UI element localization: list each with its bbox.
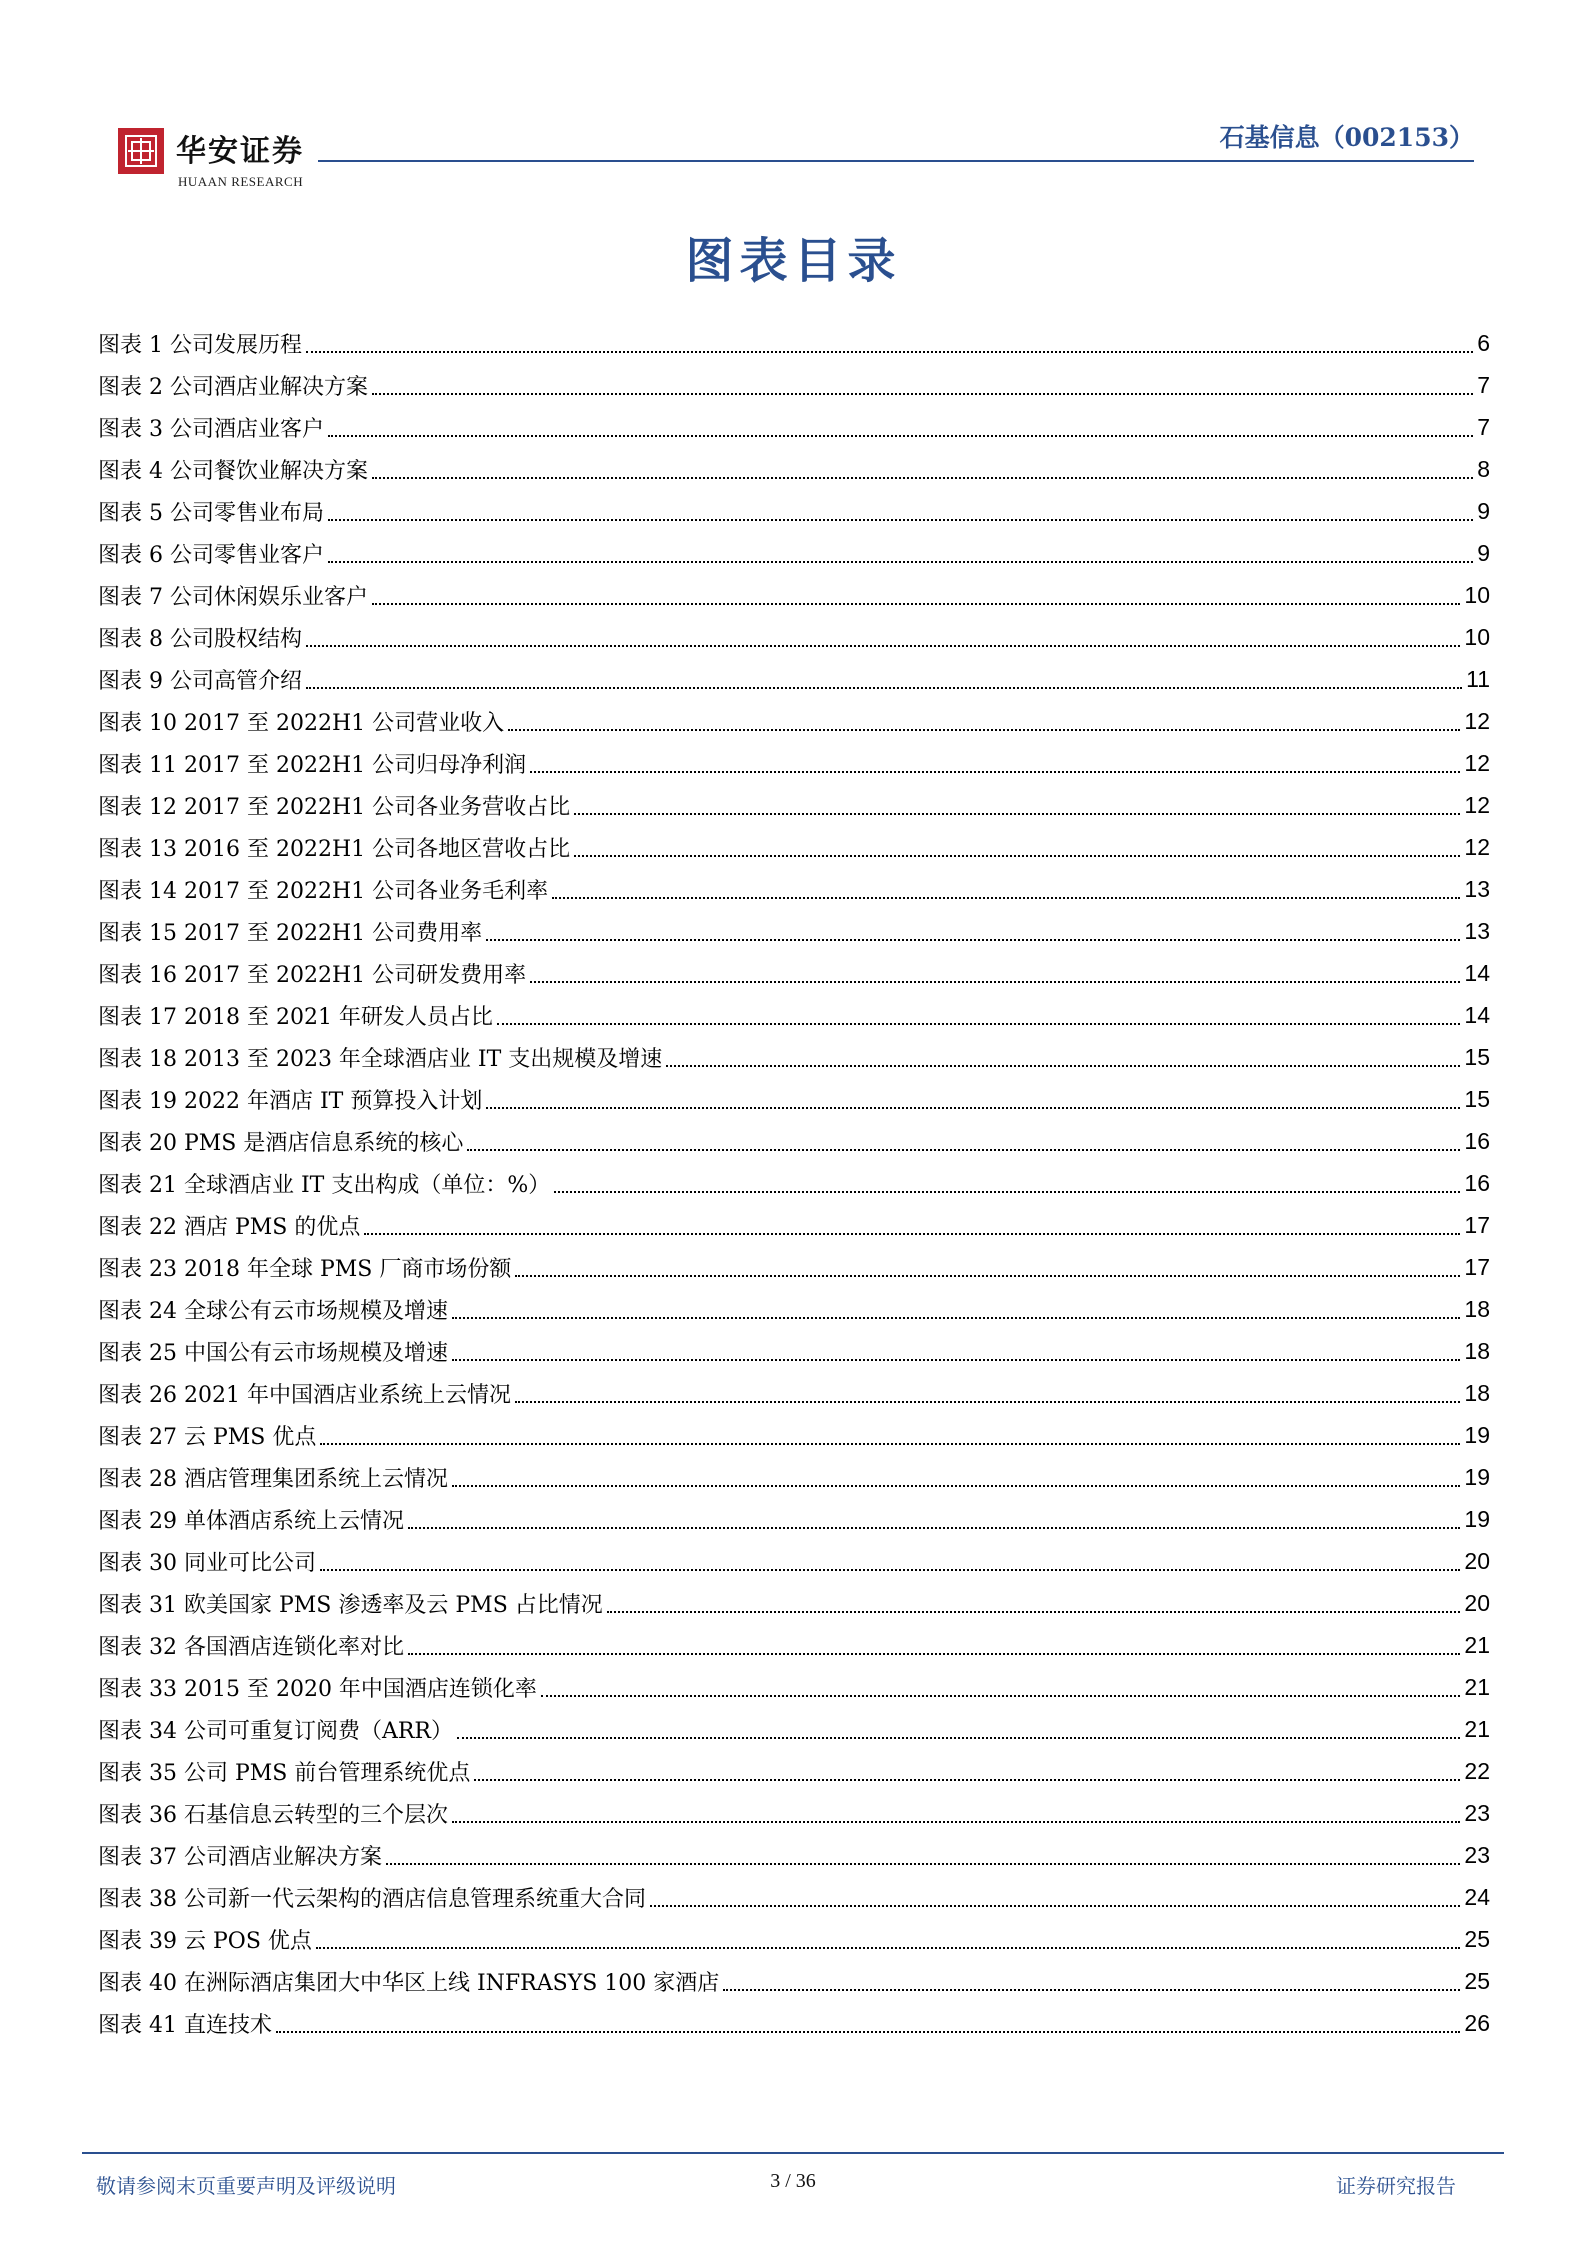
toc-entry[interactable] <box>98 364 1490 406</box>
toc-entry-label[interactable]: 图表 22 酒店 PMS 的优点 <box>98 1214 361 1240</box>
logo-text: 华安证券 <box>176 134 304 169</box>
toc-entry-label[interactable]: 图表 3 公司酒店业客户 <box>98 416 324 442</box>
page-title: 图表目录 <box>685 233 902 289</box>
toc-entry[interactable] <box>98 1120 1490 1162</box>
toc-leader-dots <box>486 939 1460 941</box>
toc-entry[interactable] <box>98 1582 1490 1624</box>
toc-entry[interactable] <box>98 1960 1490 2002</box>
toc-entry[interactable] <box>98 1414 1490 1456</box>
toc-entry[interactable] <box>98 700 1490 742</box>
toc-leader-dots <box>515 1401 1460 1403</box>
toc-entry-label[interactable]: 图表 29 单体酒店系统上云情况 <box>98 1508 404 1534</box>
toc-entry[interactable] <box>98 322 1490 364</box>
toc-entry[interactable] <box>98 448 1490 490</box>
toc-entry-label[interactable]: 图表 21 全球酒店业 IT 支出构成（单位：%） <box>98 1172 551 1198</box>
toc-entry-page[interactable]: 19 <box>1464 1463 1490 1490</box>
toc-entry-page[interactable]: 17 <box>1464 1211 1490 1238</box>
toc-entry[interactable] <box>98 1078 1490 1120</box>
toc-entry-label[interactable]: 图表 26 2021 年中国酒店业系统上云情况 <box>98 1382 511 1408</box>
toc-entry-page[interactable]: 25 <box>1464 1925 1490 1952</box>
toc-entry-page[interactable]: 23 <box>1464 1799 1490 1826</box>
table-of-figures <box>98 322 1490 2044</box>
toc-leader-dots <box>306 645 1460 647</box>
toc-entry[interactable] <box>98 1330 1490 1372</box>
toc-entry-label[interactable]: 图表 6 公司零售业客户 <box>98 542 324 568</box>
toc-entry-label[interactable]: 图表 8 公司股权结构 <box>98 626 302 652</box>
toc-leader-dots <box>554 1191 1460 1193</box>
toc-entry[interactable] <box>98 616 1490 658</box>
toc-entry-label[interactable]: 图表 14 2017 至 2022H1 公司各业务毛利率 <box>98 878 549 904</box>
toc-entry[interactable] <box>98 868 1490 910</box>
toc-entry-page[interactable]: 15 <box>1464 1043 1490 1070</box>
toc-entry-label[interactable]: 图表 32 各国酒店连锁化率对比 <box>98 1634 404 1660</box>
toc-entry-page[interactable]: 13 <box>1464 875 1490 902</box>
toc-entry-label[interactable]: 图表 16 2017 至 2022H1 公司研发费用率 <box>98 962 527 988</box>
toc-leader-dots <box>306 351 1473 353</box>
toc-entry[interactable] <box>98 910 1490 952</box>
toc-entry[interactable] <box>98 406 1490 448</box>
toc-leader-dots <box>723 1989 1460 1991</box>
toc-leader-dots <box>364 1233 1460 1235</box>
toc-entry-label[interactable]: 图表 24 全球公有云市场规模及增速 <box>98 1298 448 1324</box>
toc-leader-dots <box>408 1527 1460 1529</box>
page-number: 3 / 36 <box>770 2170 816 2192</box>
toc-entry-page[interactable]: 24 <box>1464 1883 1490 1910</box>
toc-leader-dots <box>452 1821 1460 1823</box>
toc-entry-page[interactable]: 14 <box>1464 959 1490 986</box>
toc-entry-page[interactable]: 7 <box>1477 371 1490 398</box>
toc-entry-page[interactable]: 16 <box>1464 1169 1490 1196</box>
toc-entry[interactable] <box>98 574 1490 616</box>
toc-entry-page[interactable]: 21 <box>1464 1673 1490 1700</box>
toc-entry[interactable] <box>98 826 1490 868</box>
toc-entry-page[interactable]: 7 <box>1477 413 1490 440</box>
toc-entry-label[interactable]: 图表 13 2016 至 2022H1 公司各地区营收占比 <box>98 836 571 862</box>
toc-entry-page[interactable]: 12 <box>1464 833 1490 860</box>
toc-entry-label[interactable]: 图表 38 公司新一代云架构的酒店信息管理系统重大合同 <box>98 1886 646 1912</box>
page-footer <box>82 2152 1504 2202</box>
toc-leader-dots <box>320 1443 1460 1445</box>
toc-leader-dots <box>457 1737 1460 1739</box>
toc-entry-page[interactable]: 6 <box>1477 329 1490 356</box>
toc-entry[interactable] <box>98 1666 1490 1708</box>
toc-entry[interactable] <box>98 1792 1490 1834</box>
toc-entry-page[interactable]: 12 <box>1464 749 1490 776</box>
report-type: 证券研究报告 <box>1336 2174 1456 2198</box>
toc-entry[interactable] <box>98 532 1490 574</box>
toc-entry-label[interactable]: 图表 37 公司酒店业解决方案 <box>98 1844 382 1870</box>
toc-entry-page[interactable]: 13 <box>1464 917 1490 944</box>
toc-entry[interactable] <box>98 1456 1490 1498</box>
toc-entry-label[interactable]: 图表 23 2018 年全球 PMS 厂商市场份额 <box>98 1256 512 1282</box>
toc-entry-page[interactable]: 18 <box>1464 1379 1490 1406</box>
toc-leader-dots <box>386 1863 1460 1865</box>
toc-leader-dots <box>508 729 1460 731</box>
toc-entry-label[interactable]: 图表 30 同业可比公司 <box>98 1550 316 1576</box>
toc-leader-dots <box>515 1275 1460 1277</box>
toc-entry[interactable] <box>98 1204 1490 1246</box>
toc-leader-dots <box>666 1065 1460 1067</box>
toc-entry-page[interactable]: 18 <box>1464 1337 1490 1364</box>
toc-entry-page[interactable]: 26 <box>1464 2009 1490 2036</box>
toc-leader-dots <box>650 1905 1460 1907</box>
toc-entry-label[interactable]: 图表 40 在洲际酒店集团大中华区上线 INFRASYS 100 家酒店 <box>98 1970 720 1996</box>
toc-entry-page[interactable]: 11 <box>1466 665 1490 692</box>
toc-entry-page[interactable]: 21 <box>1464 1631 1490 1658</box>
toc-entry-page[interactable]: 21 <box>1464 1715 1490 1742</box>
toc-entry[interactable] <box>98 1288 1490 1330</box>
toc-entry-label[interactable]: 图表 25 中国公有云市场规模及增速 <box>98 1340 448 1366</box>
toc-leader-dots <box>530 981 1460 983</box>
toc-entry-page[interactable]: 17 <box>1464 1253 1490 1280</box>
toc-entry[interactable] <box>98 1750 1490 1792</box>
toc-entry[interactable] <box>98 1162 1490 1204</box>
toc-entry[interactable] <box>98 2002 1490 2044</box>
toc-entry[interactable] <box>98 490 1490 532</box>
toc-leader-dots <box>320 1569 1460 1571</box>
toc-leader-dots <box>452 1317 1460 1319</box>
toc-entry-page[interactable]: 19 <box>1464 1505 1490 1532</box>
toc-leader-dots <box>328 435 1473 437</box>
toc-entry-page[interactable]: 25 <box>1464 1967 1490 1994</box>
toc-leader-dots <box>408 1653 1460 1655</box>
toc-entry-label[interactable]: 图表 7 公司休闲娱乐业客户 <box>98 584 368 610</box>
toc-leader-dots <box>497 1023 1460 1025</box>
toc-leader-dots <box>372 477 1473 479</box>
toc-entry-label[interactable]: 图表 12 2017 至 2022H1 公司各业务营收占比 <box>98 794 571 820</box>
toc-leader-dots <box>328 519 1473 521</box>
toc-leader-dots <box>328 561 1473 563</box>
toc-entry-page[interactable]: 8 <box>1477 455 1490 482</box>
disclaimer-note: 敬请参阅末页重要声明及评级说明 <box>96 2174 396 2198</box>
toc-entry-page[interactable]: 9 <box>1477 539 1490 566</box>
toc-entry-label[interactable]: 图表 34 公司可重复订阅费（ARR） <box>98 1718 453 1744</box>
toc-leader-dots <box>372 603 1460 605</box>
toc-entry-page[interactable]: 16 <box>1464 1127 1490 1154</box>
toc-entry-page[interactable]: 14 <box>1464 1001 1490 1028</box>
toc-entry-label[interactable]: 图表 35 公司 PMS 前台管理系统优点 <box>98 1760 471 1786</box>
toc-entry-label[interactable]: 图表 18 2013 至 2023 年全球酒店业 IT 支出规模及增速 <box>98 1046 663 1072</box>
stock-title: 石基信息（002153） <box>1219 123 1474 152</box>
toc-entry-label[interactable]: 图表 10 2017 至 2022H1 公司营业收入 <box>98 710 505 736</box>
toc-entry-label[interactable]: 图表 28 酒店管理集团系统上云情况 <box>98 1466 448 1492</box>
toc-entry[interactable] <box>98 784 1490 826</box>
toc-entry-page[interactable]: 23 <box>1464 1841 1490 1868</box>
toc-entry-page[interactable]: 9 <box>1477 497 1490 524</box>
toc-entry-label[interactable]: 图表 5 公司零售业布局 <box>98 500 324 526</box>
toc-entry-page[interactable]: 22 <box>1464 1757 1490 1784</box>
toc-entry-label[interactable]: 图表 33 2015 至 2020 年中国酒店连锁化率 <box>98 1676 537 1702</box>
toc-entry[interactable] <box>98 952 1490 994</box>
toc-leader-dots <box>574 813 1460 815</box>
toc-entry-label[interactable]: 图表 1 公司发展历程 <box>98 332 302 358</box>
toc-entry-page[interactable]: 19 <box>1464 1421 1490 1448</box>
toc-leader-dots <box>467 1149 1460 1151</box>
toc-leader-dots <box>574 855 1460 857</box>
toc-entry-label[interactable]: 图表 20 PMS 是酒店信息系统的核心 <box>98 1130 464 1156</box>
toc-entry[interactable] <box>98 1624 1490 1666</box>
toc-entry-label[interactable]: 图表 17 2018 至 2021 年研发人员占比 <box>98 1004 493 1030</box>
toc-entry[interactable] <box>98 1372 1490 1414</box>
toc-leader-dots <box>552 897 1460 899</box>
toc-entry-page[interactable]: 20 <box>1464 1589 1490 1616</box>
toc-entry-page[interactable]: 18 <box>1464 1295 1490 1322</box>
toc-leader-dots <box>452 1359 1460 1361</box>
toc-entry-label[interactable]: 图表 41 直连技术 <box>98 2012 272 2038</box>
toc-entry-label[interactable]: 图表 36 石基信息云转型的三个层次 <box>98 1802 448 1828</box>
toc-entry[interactable] <box>98 1708 1490 1750</box>
toc-entry[interactable] <box>98 1540 1490 1582</box>
toc-leader-dots <box>452 1485 1460 1487</box>
toc-leader-dots <box>372 393 1473 395</box>
toc-entry-label[interactable]: 图表 39 云 POS 优点 <box>98 1928 312 1954</box>
toc-entry-label[interactable]: 图表 4 公司餐饮业解决方案 <box>98 458 368 484</box>
huaan-logo-icon <box>118 128 164 174</box>
toc-entry-page[interactable]: 15 <box>1464 1085 1490 1112</box>
toc-entry-label[interactable]: 图表 11 2017 至 2022H1 公司归母净利润 <box>98 752 527 778</box>
toc-entry-page[interactable]: 12 <box>1464 791 1490 818</box>
toc-entry[interactable] <box>98 1036 1490 1078</box>
toc-entry[interactable] <box>98 1834 1490 1876</box>
footer-divider <box>82 2152 1504 2154</box>
toc-entry[interactable] <box>98 1246 1490 1288</box>
toc-entry-label[interactable]: 图表 31 欧美国家 PMS 渗透率及云 PMS 占比情况 <box>98 1592 603 1618</box>
toc-entry-page[interactable]: 10 <box>1464 623 1490 650</box>
page-header <box>118 118 1474 188</box>
toc-entry[interactable] <box>98 1876 1490 1918</box>
toc-entry-label[interactable]: 图表 19 2022 年酒店 IT 预算投入计划 <box>98 1088 483 1114</box>
toc-leader-dots <box>474 1779 1460 1781</box>
toc-leader-dots <box>316 1947 1461 1949</box>
huaan-seal-icon <box>124 134 158 168</box>
logo-subtitle: HUAAN RESEARCH <box>178 174 304 189</box>
toc-entry-page[interactable]: 12 <box>1464 707 1490 734</box>
toc-entry-label[interactable]: 图表 15 2017 至 2022H1 公司费用率 <box>98 920 483 946</box>
toc-leader-dots <box>276 2031 1460 2033</box>
toc-entry[interactable] <box>98 994 1490 1036</box>
header-divider <box>318 160 1474 162</box>
toc-entry-page[interactable]: 20 <box>1464 1547 1490 1574</box>
toc-leader-dots <box>541 1695 1460 1697</box>
toc-entry[interactable] <box>98 1918 1490 1960</box>
toc-leader-dots <box>530 771 1460 773</box>
toc-entry-label[interactable]: 图表 27 云 PMS 优点 <box>98 1424 317 1450</box>
toc-entry-page[interactable]: 10 <box>1464 581 1490 608</box>
toc-entry[interactable] <box>98 658 1490 700</box>
toc-entry[interactable] <box>98 1498 1490 1540</box>
toc-entry-label[interactable]: 图表 2 公司酒店业解决方案 <box>98 374 368 400</box>
toc-entry-label[interactable]: 图表 9 公司高管介绍 <box>98 668 302 694</box>
toc-leader-dots <box>486 1107 1460 1109</box>
toc-leader-dots <box>306 687 1462 689</box>
toc-entry[interactable] <box>98 742 1490 784</box>
toc-leader-dots <box>607 1611 1461 1613</box>
